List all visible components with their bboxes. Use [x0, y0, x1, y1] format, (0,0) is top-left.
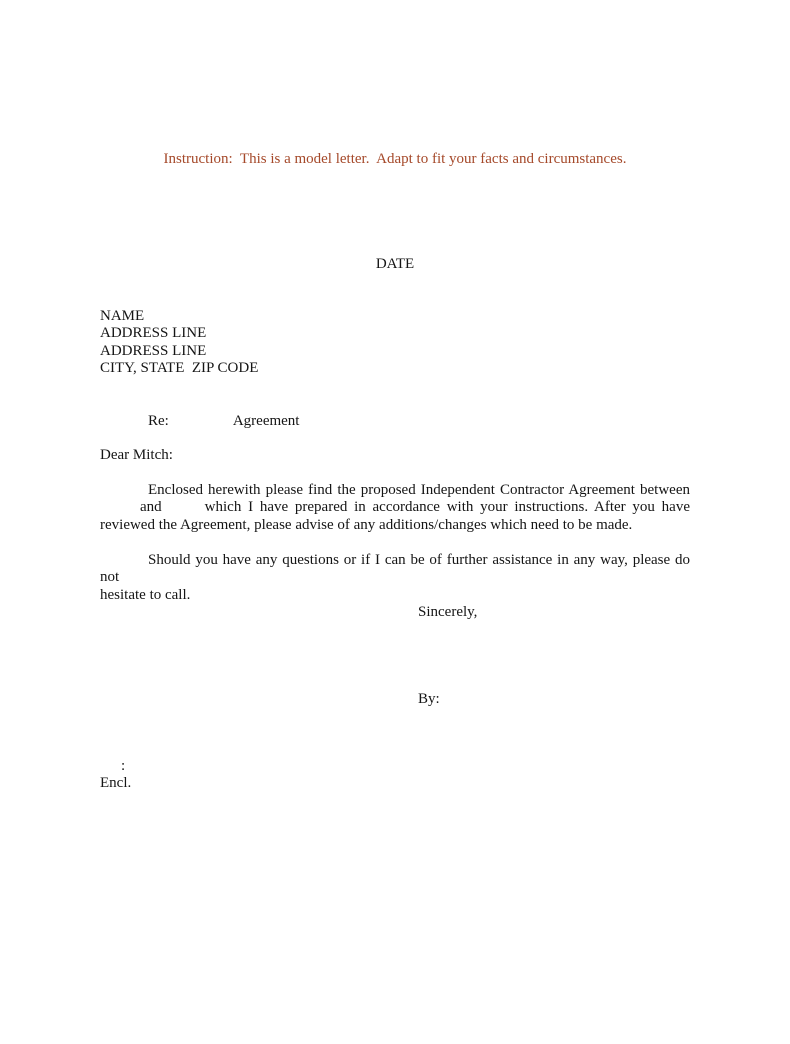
re-subject-line [100, 413, 738, 430]
paragraph-1-line-2 [100, 499, 690, 516]
signature-by-label: By: [418, 691, 440, 707]
recipient-address-block [100, 308, 690, 378]
enclosure-notation: Encl. [100, 775, 132, 792]
re-tab-space [169, 424, 233, 425]
reference-block [100, 758, 690, 793]
paragraph-1-line-3: reviewed the Agreement, please advise of any additions/changes which need to be made. [100, 516, 633, 533]
paragraph-1-and: and [140, 499, 162, 516]
recipient-name-line: NAME [100, 308, 145, 324]
typist-initials-colon: : [121, 758, 126, 774]
body-paragraph-1 [100, 482, 690, 534]
closing-sincerely: Sincerely, [418, 604, 478, 620]
paragraph-1-line-2-text: which I have prepared in accordance with your instructions. After you have [204, 499, 690, 516]
body-paragraph-2 [100, 552, 690, 604]
paragraph-2-line-2: hesitate to call. [100, 586, 191, 603]
party-name-blank-1 [100, 510, 140, 511]
salutation: Dear Mitch: [100, 447, 173, 463]
instruction-note: Instruction: This is a model letter. Adapt to fit your facts and circumstances. [163, 151, 627, 167]
paragraph-2-line-1: Should you have any questions or if I can be of further assistance in any way, please do not [100, 552, 690, 586]
recipient-address-line-2: ADDRESS LINE [100, 342, 207, 359]
recipient-city-state-zip-line: CITY, STATE ZIP CODE [100, 360, 259, 377]
recipient-address-line-1: ADDRESS LINE [100, 325, 207, 342]
date-placeholder: DATE [375, 256, 415, 272]
paragraph-1-line-1: Enclosed herewith please find the proposed Independent Contractor Agreement between [148, 482, 690, 498]
re-label: Re: [148, 413, 169, 429]
party-name-blank-2 [162, 510, 205, 511]
re-subject: Agreement [232, 413, 300, 429]
